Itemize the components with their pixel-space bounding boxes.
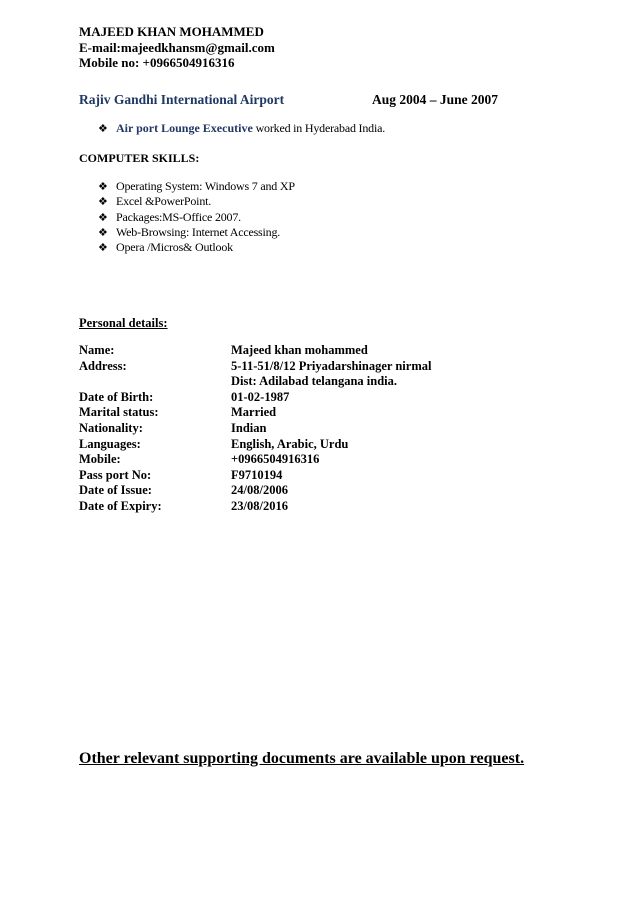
experience-bullet bbox=[98, 121, 385, 136]
detail-label: Marital status: bbox=[79, 405, 159, 420]
skills-list bbox=[98, 179, 295, 255]
candidate-name: MAJEED KHAN MOHAMMED bbox=[79, 24, 264, 39]
personal-details-heading: Personal details: bbox=[79, 316, 168, 330]
list-item: ❖ Operating System: Windows 7 and XP bbox=[98, 179, 295, 193]
employer-name: Rajiv Gandhi International Airport bbox=[79, 92, 285, 107]
detail-value: 01-02-1987 bbox=[231, 389, 290, 404]
diamond-bullet-icon: ❖ bbox=[98, 123, 108, 135]
diamond-bullet-icon: ❖ bbox=[98, 242, 108, 255]
detail-label: Mobile: bbox=[79, 452, 121, 467]
list-item: ❖ Web-Browsing: Internet Accessing. bbox=[98, 224, 281, 239]
supporting-documents-note: Other relevant supporting documents are available upon request. bbox=[79, 750, 525, 767]
detail-value: 5-11-51/8/12 Priyadarshinager nirmal bbox=[231, 358, 432, 373]
job-description: worked in Hyderabad India. bbox=[252, 121, 386, 135]
candidate-email: E-mail:majeedkhansm@gmail.com bbox=[79, 40, 275, 55]
detail-value: F9710194 bbox=[231, 467, 283, 482]
detail-value: +0966504916316 bbox=[231, 452, 320, 467]
detail-label: Date of Issue: bbox=[79, 483, 152, 498]
diamond-bullet-icon: ❖ bbox=[98, 181, 108, 193]
list-item: ❖ Packages:MS-Office 2007. bbox=[98, 209, 241, 224]
list-item: ❖ Opera /Micros& Outlook bbox=[98, 240, 233, 255]
detail-label: Pass port No: bbox=[79, 467, 152, 482]
detail-value: 23/08/2016 bbox=[231, 498, 288, 513]
employment-dates: Aug 2004 – June 2007 bbox=[372, 92, 499, 107]
detail-label: Date of Birth: bbox=[79, 389, 154, 404]
list-item: ❖ Excel &PowerPoint. bbox=[98, 194, 212, 209]
detail-label: Nationality: bbox=[79, 420, 143, 435]
detail-value: Indian bbox=[231, 420, 267, 435]
detail-value: English, Arabic, Urdu bbox=[231, 436, 349, 451]
detail-value: 24/08/2006 bbox=[231, 483, 288, 498]
detail-label: Languages: bbox=[79, 436, 141, 451]
detail-value: Dist: Adilabad telangana india. bbox=[231, 374, 398, 389]
detail-value: Married bbox=[231, 405, 277, 420]
detail-label: Name: bbox=[79, 343, 115, 357]
computer-skills-heading: COMPUTER SKILLS: bbox=[79, 151, 200, 165]
detail-label: Date of Expiry: bbox=[79, 498, 162, 513]
detail-label: Address: bbox=[79, 358, 127, 373]
job-title: Air port Lounge Executive bbox=[116, 121, 253, 135]
detail-value: Majeed khan mohammed bbox=[231, 343, 368, 357]
diamond-bullet-icon: ❖ bbox=[98, 226, 108, 239]
diamond-bullet-icon: ❖ bbox=[98, 211, 108, 224]
candidate-mobile: Mobile no: +0966504916316 bbox=[79, 55, 235, 70]
diamond-bullet-icon: ❖ bbox=[98, 196, 108, 209]
